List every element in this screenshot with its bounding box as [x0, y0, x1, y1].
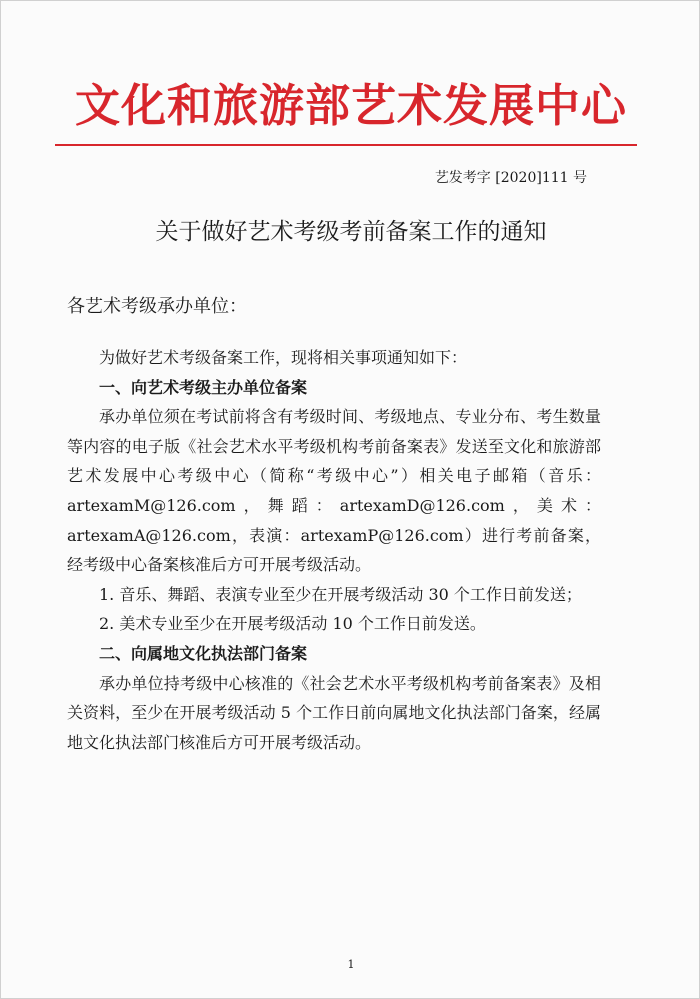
- document-title: 关于做好艺术考级考前备案工作的通知: [155, 219, 547, 245]
- section-heading-1: 一、向艺术考级主办单位备案: [99, 377, 308, 397]
- intro-paragraph: 为做好艺术考级备案工作，现将相关事项通知如下：: [99, 348, 468, 367]
- org-title: 文化和旅游部艺术发展中心: [74, 79, 627, 132]
- list-item-2: 2. 美术专业至少在开展考级活动 10 个工作日前发送。: [99, 614, 486, 634]
- page-number: 1: [347, 958, 355, 971]
- section-heading-2: 二、向属地文化执法部门备案: [99, 643, 308, 663]
- section-2-paragraph: 承办单位持考级中心核准的《社会艺术水平考级机构考前备案表》及相关资料，至少在开展考级活动 5 个工作日前向属地文化执法部门备案，经属地文化执法部门核准后方可开展考级活动。: [67, 673, 601, 752]
- addressee: 各艺术考级承办单位：: [67, 296, 247, 317]
- list-item-1: 1. 音乐、舞蹈、表演专业至少在开展考级活动 30 个工作日前发送；: [99, 584, 582, 604]
- body-text: [67, 343, 601, 757]
- section-1-paragraph: 承办单位须在考试前将含有考级时间、考级地点、专业分布、考生数量等内容的电子版《社会艺术水平考级机构考前备案表》发送至文化和旅游部艺术发展中心考级中心（简称“考级中心”）相关电子邮箱（音乐：artexamM@126.com，舞蹈：artexamD@126.com，美术：artexamA@126.com，表演：artexamP@126.com）进行考前备案，经考级中心备案核准后方可开展考级活动。: [67, 407, 601, 575]
- red-divider: [55, 144, 637, 146]
- document-number: 艺发考字 [2020]111 号: [434, 170, 587, 186]
